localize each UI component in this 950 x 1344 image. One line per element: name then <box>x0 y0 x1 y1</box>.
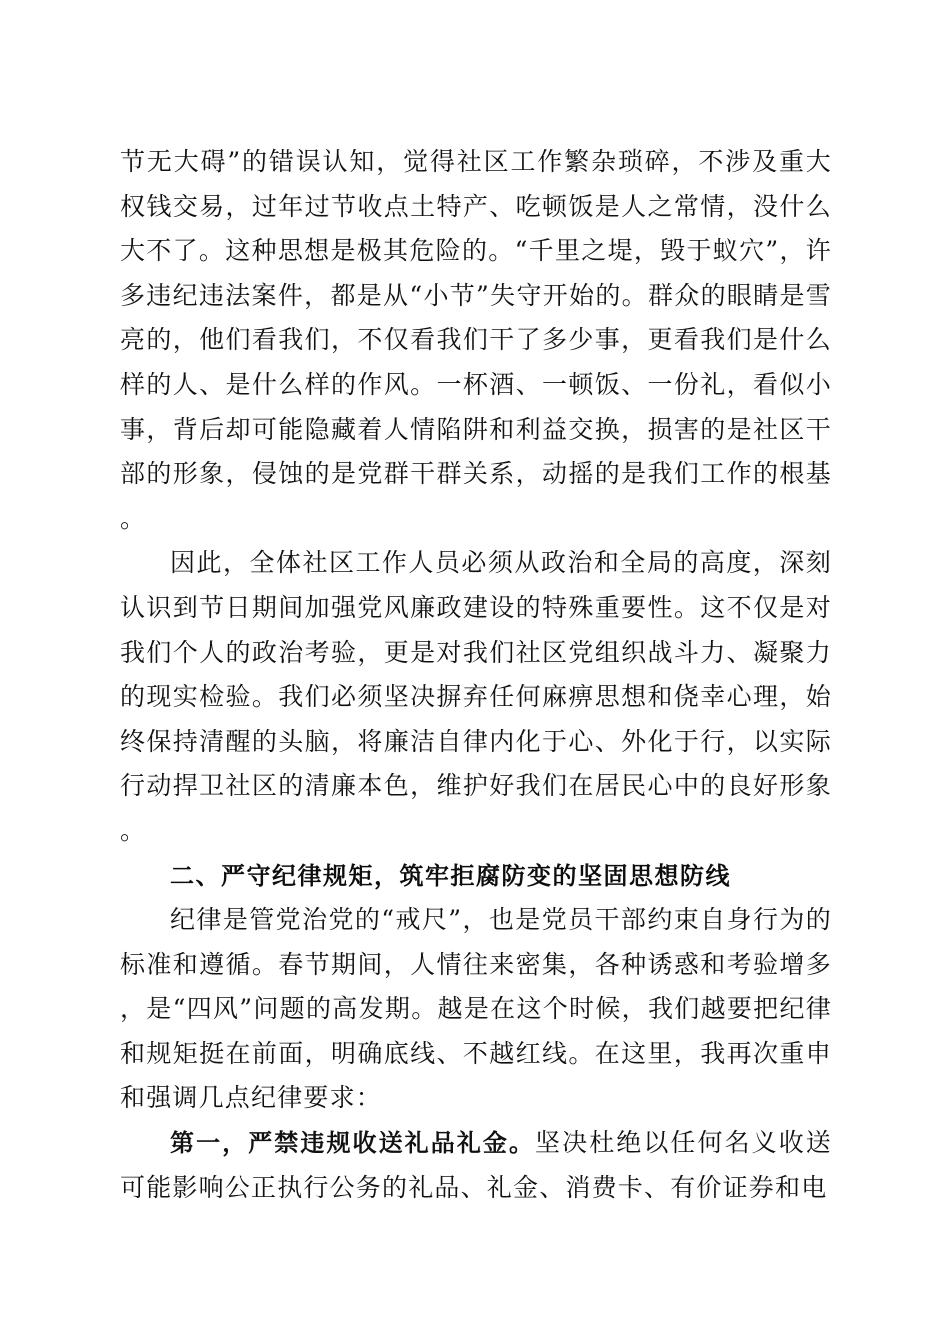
document-body <box>120 140 832 1210</box>
paragraph-continuation: 节无大碍”的错误认知，觉得社区工作繁杂琐碎，不涉及重大权钱交易，过年过节收点土特产、吃顿饭是人之常情，没什么大不了。这种思想是极其危险的。“千里之堤，毁于蚁穴”，许多违纪违法案件，都是从“小节”失守开始的。群众的眼睛是雪亮的，他们看我们，不仅看我们干了多少事，更看我们是什么样的人、是什么样的作风。一杯酒、一顿饭、一份礼，看似小事，背后却可能隐藏着人情陷阱和利益交换，损害的是社区干部的形象，侵蚀的是党群干群关系，动摇的是我们工作的根基。 <box>120 147 832 533</box>
paragraph-first-rule <box>120 1121 832 1210</box>
first-rule-lead: 第一，严禁违规收送礼品礼金。 <box>170 1129 536 1158</box>
paragraph-discipline: 纪律是管党治党的“戒尺”，也是党员干部约束自身行为的标准和遵循。春节期间，人情往来密集，各种诱惑和考验增多，是“四风”问题的高发期。越是在这个时候，我们越要把纪律和规矩挺在前面，明确底线、不越红线。在这里，我再次重申和强调几点纪律要求： <box>120 905 832 1113</box>
section-heading-two: 二、严守纪律规矩，筑牢拒腐防变的坚固思想防线 <box>170 861 731 890</box>
first-rule-text: 坚决杜绝以任何名义收送可能影响公正执行公务的礼品、礼金、消费卡、有价证券和电 <box>120 1128 832 1202</box>
paragraph-importance: 因此，全体社区工作人员必须从政治和全局的高度，深刻认识到节日期间加强党风廉政建设的特殊重要性。这不仅是对我们个人的政治考验，更是对我们社区党组织战斗力、凝聚力的现实检验。我们必须坚决摒弃任何麻痹思想和侥幸心理，始终保持清醒的头脑，将廉洁自律内化于心、外化于行，以实际行动捍卫社区的清廉本色，维护好我们在居民心中的良好形象。 <box>120 548 832 845</box>
